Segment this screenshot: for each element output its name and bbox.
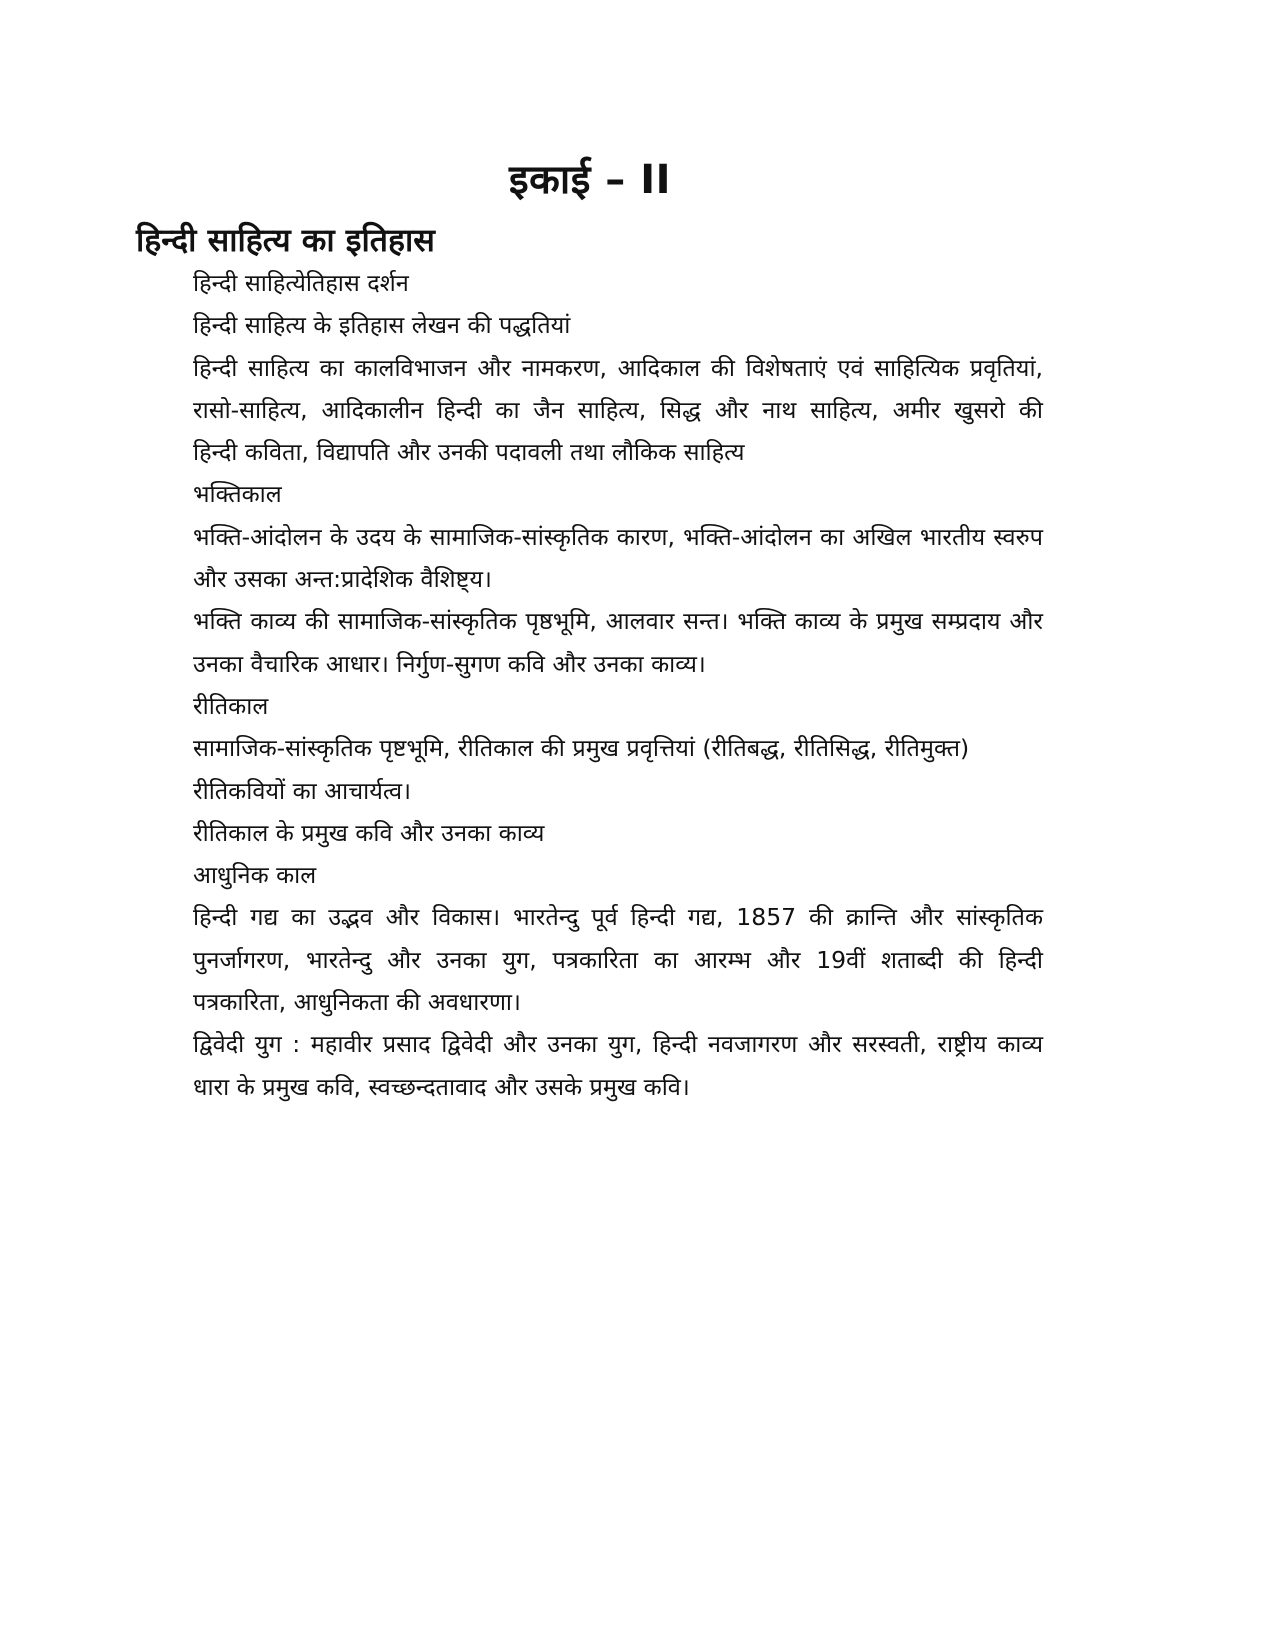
syllabus-line: हिन्दी गद्य का उद्भव और विकास। भारतेन्दु पूर्व हिन्दी गद्य, 1857 की क्रान्ति और सांस्कृतिक xyxy=(193,903,1043,932)
syllabus-line: पत्रकारिता, आधुनिकता की अवधारणा। xyxy=(193,988,521,1017)
syllabus-line: हिन्दी साहित्य के इतिहास लेखन की पद्धतियां xyxy=(193,311,571,340)
syllabus-line: धारा के प्रमुख कवि, स्वच्छन्दतावाद और उसके प्रमुख कवि। xyxy=(193,1072,690,1101)
syllabus-line: उनका वैचारिक आधार। निर्गुण-सुगण कवि और उनका काव्य। xyxy=(193,649,706,678)
period-heading-bhaktikal: भक्तिकाल xyxy=(193,480,282,509)
syllabus-line: हिन्दी कविता, विद्यापति और उनकी पदावली तथा लौकिक साहित्य xyxy=(193,438,745,467)
syllabus-content xyxy=(193,262,1043,1108)
syllabus-line: रीतिकाल के प्रमुख कवि और उनका काव्य xyxy=(193,818,545,847)
syllabus-line: हिन्दी साहित्य का कालविभाजन और नामकरण, आदिकाल की विशेषताएं एवं साहित्यिक प्रवृतियां, xyxy=(193,353,1043,382)
syllabus-line: रीतिकवियों का आचार्यत्व। xyxy=(193,776,412,805)
syllabus-line: और उसका अन्त:प्रादेशिक वैशिष्ट्य। xyxy=(193,565,492,594)
syllabus-line: सामाजिक-सांस्कृतिक पृष्टभूमि, रीतिकाल की प्रमुख प्रवृत्तियां (रीतिबद्ध, रीतिसिद्ध, रीतिमुक्त) xyxy=(193,734,970,763)
syllabus-line: पुनर्जागरण, भारतेन्दु और उनका युग, पत्रकारिता का आरम्भ और 19वीं शताब्दी की हिन्दी xyxy=(193,945,1043,974)
unit-title: इकाई – II xyxy=(509,157,671,203)
syllabus-line: भक्ति काव्य की सामाजिक-सांस्कृतिक पृष्ठभूमि, आलवार सन्त। भक्ति काव्य के प्रमुख सम्प्रदाय और xyxy=(193,607,1043,636)
syllabus-line: हिन्दी साहित्येतिहास दर्शन xyxy=(193,269,409,297)
syllabus-line: द्विवेदी युग : महावीर प्रसाद द्विवेदी और उनका युग, हिन्दी नवजागरण और सरस्वती, राष्ट्रीय काव्य xyxy=(193,1030,1043,1059)
period-heading-adhunik-kal: आधुनिक काल xyxy=(193,861,317,890)
syllabus-line: रासो-साहित्य, आदिकालीन हिन्दी का जैन साहित्य, सिद्ध और नाथ साहित्य, अमीर खुसरो की xyxy=(193,395,1043,424)
section-heading: हिन्दी साहित्य का इतिहास xyxy=(136,221,435,259)
period-heading-ritikal: रीतिकाल xyxy=(193,691,269,720)
syllabus-line: भक्ति-आंदोलन के उदय के सामाजिक-सांस्कृतिक कारण, भक्ति-आंदोलन का अखिल भारतीय स्वरुप xyxy=(193,522,1043,551)
